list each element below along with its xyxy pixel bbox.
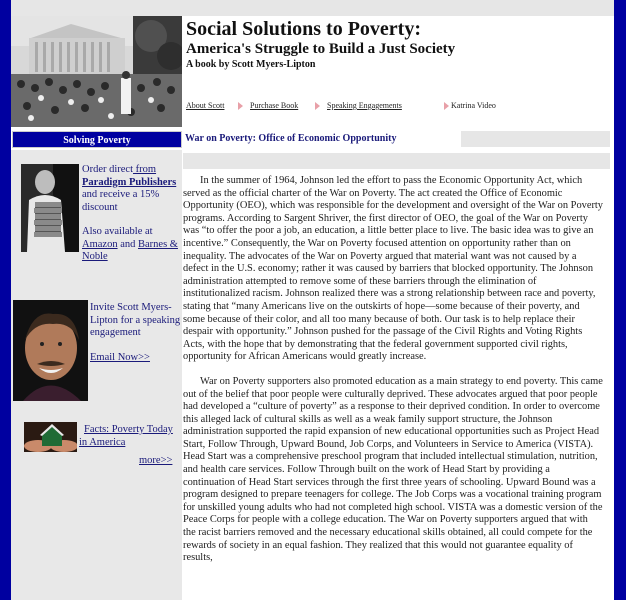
page-container — [11, 0, 614, 600]
facts-poverty-today-link[interactable]: Facts: Poverty Today in America — [79, 424, 173, 448]
article-paragraph: War on Poverty supporters also promoted education as a main strategy to end poverty. This came out of the belief that poor people were culturally deprived. These advocates argued that poor people had developed a “culture of poverty” as a response to their deprived condition. In order to overcome this alleged lack of cultural skills as well as a weak family support structure, the Johnson administration supported the rapid expansion of new educational opportunities such as Project Head Start, Follow Through, Upward Bound, Job Corps, and Volunteers in Service to America (VISTA). Head Start was a comprehensive preschool program that included intellectual stimulation, nutrition, and health care services. Follow Through built on the work of Head Start by providing a continuation of Head Start services through the first three years of schooling. Upward Bound was a program designed to prepare teenagers for college. The Job Corps was a vocational training program for unskilled young adults who had not completed high school. VISTA was a domestic version of the Peace Corps for people with a college education. The War on Poverty supporters argued that with the racist barriers removed and the necessary educational skills obtained, all could compete for the rewards of society in an equal fashion. They realized that this would not guarantee equality of results, — [183, 375, 603, 564]
facts-link-block — [79, 424, 182, 449]
site-title: Social Solutions to Poverty: — [186, 18, 421, 40]
author-with-books-photo — [21, 164, 79, 252]
sidebar — [11, 150, 182, 600]
from-link[interactable]: from — [133, 164, 157, 175]
more-link-block — [139, 455, 172, 468]
arrow-right-icon — [238, 102, 243, 110]
scott-myers-lipton-photo — [13, 300, 88, 401]
paradigm-publishers-link[interactable]: Paradigm Publishers — [82, 176, 177, 188]
barnes-noble-link[interactable]: Barnes & Noble — [82, 238, 178, 262]
discount-text: and receive a 15% discount — [82, 189, 160, 213]
capitol-crowd-photo — [11, 16, 182, 127]
site-title-block — [186, 18, 606, 72]
amazon-link[interactable]: Amazon — [82, 238, 118, 250]
nav-katrina-video[interactable]: Katrina Video — [451, 101, 496, 110]
page-heading: War on Poverty: Office of Economic Opportunity — [185, 133, 397, 144]
top-bar — [11, 0, 614, 16]
order-promo — [82, 164, 180, 264]
more-link[interactable]: more>> — [139, 455, 173, 466]
arrow-right-icon — [444, 102, 449, 110]
article-paragraph: In the summer of 1964, Johnson led the effort to pass the Economic Opportunity Act, which served as the official charter of the War on Poverty. The act created the Office of Economic Opportunity (OEO), which was responsible for the development and oversight of the War on Poverty programs. According to Sargent Shriver, the first director of OEO, the goal of the War on Poverty was “to offer the poor a job, an education, a little better place to live. The basic idea was to give an incentive.” Consequently, the War on Poverty focused attention on opportunity rather than on inequality. The advocates of the War on Poverty argued that material want was not caused by a defect in the U.S. economy; rather it was caused by barriers that blocked opportunity. The Johnson administration attempted to remove some of these barriers through the elimination of institutionalized racism. Johnson realized there was a strong relationship between race and poverty, stating that “many Americans live on the outskirts of hope—some because of their poverty, and some because of their color, and all too many because of both. Our task is to help replace their despair with opportunity.” Johnson pushed for the passage of the Civil Rights and Voting Rights Acts, with the hope that by demonstrating that the federal government supported civil rights, opportunity for African Americans would greatly increase. — [183, 175, 603, 363]
right-margin — [611, 16, 614, 600]
speaking-promo — [90, 302, 182, 364]
site-subtitle: America's Struggle to Build a Just Society — [186, 41, 456, 57]
sidebar-section-title: Solving Poverty — [12, 131, 182, 148]
and-text: and — [120, 238, 136, 250]
top-nav — [186, 101, 606, 115]
byline: A book by Scott Myers-Lipton — [186, 59, 316, 70]
nav-speaking-engagements[interactable]: Speaking Engagements — [327, 101, 402, 110]
heading-gray-bar — [461, 131, 610, 147]
also-available-text: Also available at — [82, 226, 153, 237]
speaking-invite-text: Invite Scott Myers-Lipton for a speaking engagement — [90, 302, 181, 338]
arrow-right-icon — [315, 102, 320, 110]
nav-about-scott[interactable]: About Scott — [186, 101, 225, 110]
house-in-hands-photo — [24, 422, 77, 452]
article-content — [183, 175, 603, 577]
nav-purchase-book[interactable]: Purchase Book — [250, 101, 299, 110]
content-gray-bar — [183, 153, 610, 169]
email-now-link[interactable]: Email Now>> — [90, 351, 150, 363]
order-text: Order direct — [82, 164, 134, 175]
